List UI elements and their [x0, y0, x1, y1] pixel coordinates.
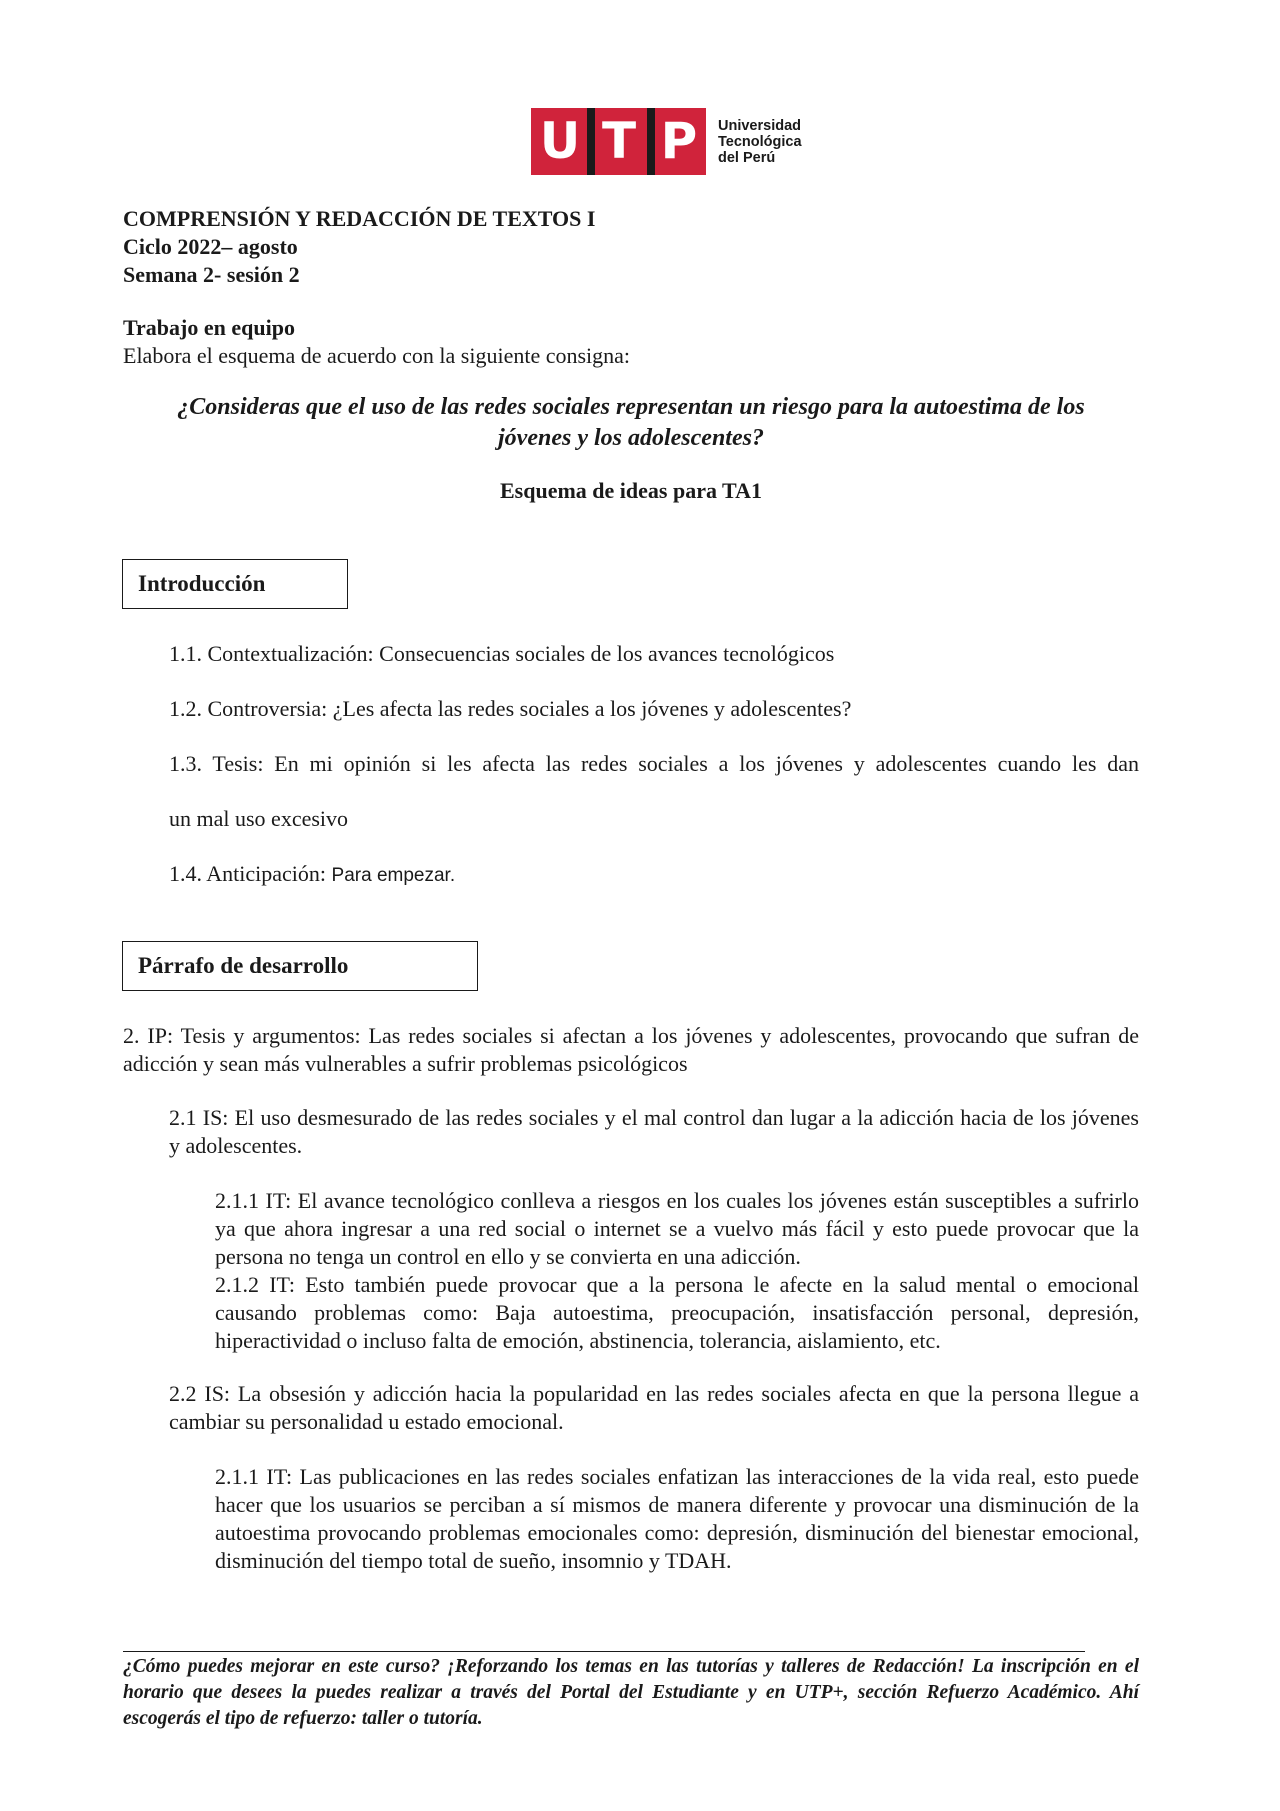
tertiary-idea-2-1: 2.1.1 IT: Las publicaciones en las redes sociales enfatizan las interacciones de la vida real, esto puede hacer que los usuarios se perciban a sí mismos de manera diferente y provocar una disminución de la autoestima provocando problemas emocionales como: depresión, disminución del bienestar emocional, disminución del tiempo total de sueño, insomnio y TDAH.	[215, 1464, 1139, 1573]
main-idea: 2. IP: Tesis y argumentos: Las redes sociales si afectan a los jóvenes y adolescentes, provocando que sufran de adicción y sean más vulnerables a sufrir problemas psicológicos	[123, 1023, 1139, 1076]
logo-letter-p: P	[660, 112, 698, 170]
logo-name-line: del Perú	[718, 149, 776, 166]
intro-contextualization: 1.1. Contextualización: Consecuencias sociales de los avances tecnológicos	[169, 641, 835, 666]
course-week: Semana 2- sesión 2	[123, 262, 300, 287]
question-line: ¿Consideras que el uso de las redes sociales representan un riesgo para la autoestima de los	[177, 394, 1085, 420]
footer-divider	[123, 1651, 1085, 1652]
intro-thesis: 1.3. Tesis: En mi opinión si les afecta las redes sociales a los jóvenes y adolescentes cuando les dan	[169, 751, 1139, 776]
logo-letter-u: U	[539, 112, 581, 170]
secondary-idea-2: 2.2 IS: La obsesión y adicción hacia la popularidad en las redes sociales afecta en que la persona llegue a cambiar su personalidad u estado emocional.	[169, 1381, 1139, 1434]
course-cycle: Ciclo 2022– agosto	[123, 234, 298, 259]
logo-name-line: Tecnológica	[718, 133, 802, 150]
footer-note: ¿Cómo puedes mejorar en este curso? ¡Reforzando los temas en las tutorías y talleres de Redacción! La inscripción en el horario que desees la puedes realizar a través del Portal del Estudiante y en UTP+, sección Refuerzo Académico. Ahí escogerás el tipo de refuerzo: taller o tutoría.	[123, 1656, 1139, 1729]
introduction-heading: Introducción	[122, 559, 348, 609]
logo-name-line: Universidad	[718, 117, 801, 134]
course-title: COMPRENSIÓN Y REDACCIÓN DE TEXTOS I	[123, 206, 596, 231]
utp-logo	[531, 108, 802, 175]
intro-anticipation	[169, 860, 455, 890]
anticipation-label: 1.4. Anticipación:	[169, 861, 327, 886]
question-line: jóvenes y los adolescentes?	[498, 425, 764, 451]
scheme-title: Esquema de ideas para TA1	[499, 478, 762, 503]
intro-thesis-continuation: un mal uso excesivo	[169, 806, 349, 831]
course-header	[123, 205, 595, 289]
assignment-title: Trabajo en equipo	[123, 315, 295, 340]
logo-letter-t: T	[601, 112, 637, 170]
utp-logo-name	[718, 118, 802, 166]
tertiary-idea-1-2: 2.1.2 IT: Esto también puede provocar que a la persona le afecte en la salud mental o emocional causando problemas como: Baja autoestima, preocupación, insatisfacción personal, depresión, hiperactividad o incluso falta de emoción, abstinencia, tolerancia, aislamiento, etc.	[215, 1272, 1139, 1353]
tertiary-idea-1-1: 2.1.1 IT: El avance tecnológico conlleva a riesgos en los cuales los jóvenes están susceptibles a sufrirlo ya que ahora ingresar a una red social o internet se a vuelvo más fácil y esto puede provocar que la persona no tenga un control en ello y se convierta en una adicción.	[215, 1188, 1139, 1269]
intro-controversy: 1.2. Controversia: ¿Les afecta las redes sociales a los jóvenes y adolescentes?	[169, 696, 852, 721]
assignment-block	[123, 314, 630, 370]
development-heading: Párrafo de desarrollo	[122, 941, 478, 991]
assignment-instruction: Elabora el esquema de acuerdo con la siguiente consigna:	[123, 343, 631, 368]
utp-logo-mark	[531, 108, 706, 175]
anticipation-value: Para empezar.	[331, 865, 456, 886]
guiding-question	[123, 392, 1139, 454]
secondary-idea-1: 2.1 IS: El uso desmesurado de las redes sociales y el mal control dan lugar a la adicción hacia de los jóvenes y adolescentes.	[169, 1105, 1139, 1158]
